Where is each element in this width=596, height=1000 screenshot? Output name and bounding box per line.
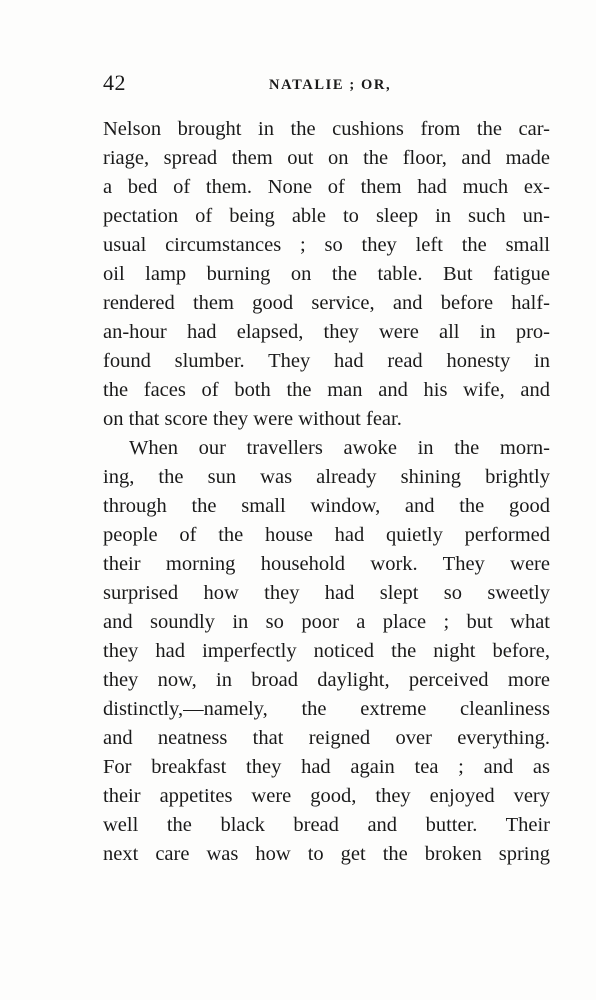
text-line: distinctly,—namely, the extreme cleanliness <box>103 698 550 720</box>
text-line: on that score they were without fear. <box>103 408 402 430</box>
text-line: Nelson brought in the cushions from the car- <box>103 118 550 140</box>
text-line: through the small window, and the good <box>103 495 550 517</box>
text-line: surprised how they had slept so sweetly <box>103 582 550 604</box>
page-header <box>103 70 553 100</box>
text-line: oil lamp burning on the table. But fatigue <box>103 263 550 285</box>
text-line: usual circumstances ; so they left the small <box>103 234 550 256</box>
text-line: pectation of being able to sleep in such un- <box>103 205 550 227</box>
text-line: When our travellers awoke in the morn- <box>129 437 550 459</box>
body-text <box>103 115 550 869</box>
text-line: ing, the sun was already shining brightly <box>103 466 550 488</box>
text-line: riage, spread them out on the floor, and made <box>103 147 550 169</box>
text-line: their appetites were good, they enjoyed very <box>103 785 550 807</box>
text-line: their morning household work. They were <box>103 553 550 575</box>
text-line: well the black bread and butter. Their <box>103 814 550 836</box>
text-line: next care was how to get the broken spring <box>103 843 550 865</box>
text-line: and neatness that reigned over everything. <box>103 727 550 749</box>
text-line: people of the house had quietly performed <box>103 524 550 546</box>
running-head: NATALIE ; OR, <box>269 77 392 93</box>
text-line: they now, in broad daylight, perceived more <box>103 669 550 691</box>
text-line: and soundly in so poor a place ; but what <box>103 611 550 633</box>
text-line: a bed of them. None of them had much ex- <box>103 176 550 198</box>
page-number: 42 <box>103 70 126 95</box>
text-line: the faces of both the man and his wife, and <box>103 379 550 401</box>
text-line: rendered them good service, and before half- <box>103 292 550 314</box>
text-line: For breakfast they had again tea ; and as <box>103 756 550 778</box>
text-line: found slumber. They had read honesty in <box>103 350 550 372</box>
text-line: they had imperfectly noticed the night before, <box>103 640 550 662</box>
text-line: an-hour had elapsed, they were all in pro- <box>103 321 550 343</box>
